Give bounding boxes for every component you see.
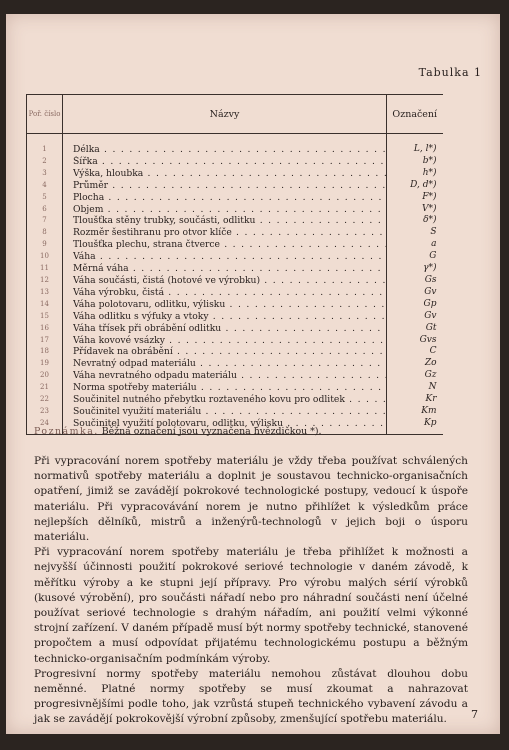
row-number: 17 xyxy=(27,335,63,347)
row-name: Výška, hloubka . . . xyxy=(73,168,386,180)
table-row xyxy=(27,323,443,335)
row-name: Váha výrobku, čistá . . . xyxy=(73,287,386,299)
page-number: 7 xyxy=(471,708,478,721)
row-name-cell xyxy=(63,227,387,239)
row-symbol: Gv xyxy=(424,310,437,321)
row-symbol: Kr xyxy=(425,394,437,405)
row-name-cell xyxy=(63,168,387,180)
table-row xyxy=(27,287,443,299)
table-row xyxy=(27,239,443,251)
row-name-cell xyxy=(63,346,387,358)
table-row xyxy=(27,335,443,347)
row-name-cell xyxy=(63,204,387,216)
row-name: Šířka . . . xyxy=(73,156,386,168)
row-name-cell xyxy=(63,251,387,263)
row-number: 24 xyxy=(27,418,63,434)
row-number: 18 xyxy=(27,346,63,358)
paragraph: Progresivní normy spotřeby materiálu nemohou zůstávat dlouhou dobu neměnné. Platné normy spotřeby se musí zkoumat a nahrazovat progresivnějšími podle toho, jak vzrůstá stupeň technického vybavení závodu a jak se zavádějí pokrokovější výrobní způsoby, zmenšující spotřebu materiálu. xyxy=(34,667,468,726)
row-name-cell xyxy=(63,192,387,204)
row-name: Váha třísek při obrábění odlitku . . . xyxy=(73,323,386,335)
row-symbol: Gvs xyxy=(419,334,437,345)
row-name: Plocha . . . xyxy=(73,192,386,204)
header-symbol: Označení xyxy=(387,95,443,134)
row-name-cell xyxy=(63,215,387,227)
table-row xyxy=(27,394,443,406)
table-row xyxy=(27,406,443,418)
table-row xyxy=(27,180,443,192)
row-number: 22 xyxy=(27,394,63,406)
row-name: Součinitel využití materiálu . . . xyxy=(73,406,386,418)
row-name-cell xyxy=(63,275,387,287)
row-name-cell xyxy=(63,156,387,168)
row-symbol: F*) xyxy=(422,191,437,202)
row-number: 23 xyxy=(27,406,63,418)
book-page xyxy=(6,14,500,734)
row-name: Objem . . . xyxy=(73,204,386,216)
row-name-cell xyxy=(63,180,387,192)
table-row xyxy=(27,370,443,382)
table-row xyxy=(27,346,443,358)
row-name: Součinitel využití polotovaru, odlitku, výlisku . . . xyxy=(73,418,386,430)
table-row xyxy=(27,156,443,168)
row-symbol: b*) xyxy=(422,155,437,166)
row-name: Tloušťka plechu, strana čtverce . . . xyxy=(73,239,386,251)
row-number: 4 xyxy=(27,180,63,192)
table-row xyxy=(27,311,443,323)
row-number: 3 xyxy=(27,168,63,180)
row-symbol: L, l*) xyxy=(413,144,437,154)
row-number: 11 xyxy=(27,263,63,275)
table-header-row xyxy=(27,95,443,134)
row-number: 20 xyxy=(27,370,63,382)
note-label: Poznámka. xyxy=(34,426,99,437)
row-symbol: D, d*) xyxy=(410,179,437,190)
table-row xyxy=(27,204,443,216)
row-name: Váha . . . xyxy=(73,251,386,263)
row-symbol: Gt xyxy=(425,322,437,333)
table-row xyxy=(27,134,443,156)
row-number: 8 xyxy=(27,227,63,239)
row-name-cell xyxy=(63,394,387,406)
table-caption: Tabulka 1 xyxy=(418,66,482,79)
row-name: Rozměr šestihranu pro otvor klíče . . . xyxy=(73,227,386,239)
row-name-cell xyxy=(63,287,387,299)
table-body xyxy=(27,134,443,435)
header-number: Poř. číslo xyxy=(27,95,63,134)
row-number: 14 xyxy=(27,299,63,311)
row-name: Váha součásti, čistá (hotové ve výrobku) . . . xyxy=(73,275,386,287)
row-name: Součinitel nutného přebytku roztaveného kovu pro odlitek . . . xyxy=(73,394,386,406)
row-name: Norma spotřeby materiálu . . . xyxy=(73,382,386,394)
row-name-cell xyxy=(63,335,387,347)
row-name: Délka . . . xyxy=(73,144,386,156)
table-row xyxy=(27,382,443,394)
table-row xyxy=(27,263,443,275)
table-row xyxy=(27,275,443,287)
row-symbol: Gv xyxy=(424,286,437,297)
row-number: 7 xyxy=(27,215,63,227)
row-name: Váha odlitku s výfuky a vtoky . . . xyxy=(73,311,386,323)
table-row xyxy=(27,299,443,311)
paragraph: Při vypracování norem spotřeby materiálu je třeba přihlížet k možnosti a nejvyšší účinnosti použití pokrokové seriové technologie v daném závodě, k měřítku výroby a ke stupni její přípravy. Pro výrobu malých sérií výrobků (kusové výrobění), pro součásti nářadí nebo pro náhradní součásti není účelné používat seriové technologie s drahým nářadím, ani použití velmi výkonné strojní zařízení. V daném případě musí být normy spotřeby technické, stanovené propočtem a musí odpovídat přijatému technologickému postupu a běžným technicko-organisačním podmínkám výroby. xyxy=(34,546,468,665)
row-symbol: δ*) xyxy=(423,215,437,226)
table-row xyxy=(27,227,443,239)
row-name-cell xyxy=(63,382,387,394)
row-number: 21 xyxy=(27,382,63,394)
row-number: 10 xyxy=(27,251,63,263)
row-name-cell xyxy=(63,311,387,323)
row-number: 19 xyxy=(27,358,63,370)
row-name: Přídavek na obrábění . . . xyxy=(73,346,386,358)
row-name-cell xyxy=(63,370,387,382)
table-row xyxy=(27,192,443,204)
row-symbol: Gz xyxy=(424,370,437,381)
row-number: 1 xyxy=(27,134,63,156)
row-number: 2 xyxy=(27,156,63,168)
symbols-table xyxy=(26,94,443,435)
row-name-cell xyxy=(63,299,387,311)
row-name: Průměr . . . xyxy=(73,180,386,192)
row-name-cell xyxy=(63,239,387,251)
paragraph: Při vypracování norem spotřeby materiálu je vždy třeba používat schválených normativů spotřeby materiálu a doplnit je soustavou technicko-organisačních opatření, jimiž se zavádějí pokrokové technologické postupy, vedoucí k úspoře materiálu. Při vypracovávání norem je nutno přihlížet k výsledkům práce nejlepších dělníků, mistrů a inženýrů-technologů v jejich boji o úsporu materiálu. xyxy=(34,455,468,544)
row-symbol: N xyxy=(428,382,437,393)
row-symbol: V*) xyxy=(421,203,437,214)
table-note xyxy=(34,426,474,437)
row-number: 5 xyxy=(27,192,63,204)
row-name-cell xyxy=(63,263,387,275)
row-name-cell xyxy=(63,406,387,418)
row-symbol: S xyxy=(430,227,437,238)
row-number: 12 xyxy=(27,275,63,287)
note-text: Běžná označení jsou vyznačena hvězdičkou *). xyxy=(101,426,322,437)
row-symbol: C xyxy=(429,346,437,357)
table-row xyxy=(27,215,443,227)
header-names: Názvy xyxy=(63,95,387,134)
row-symbol: Km xyxy=(421,405,437,416)
table-row xyxy=(27,251,443,263)
body-text xyxy=(34,454,468,728)
row-symbol: a xyxy=(431,239,437,250)
row-symbol: G xyxy=(429,251,437,262)
row-symbol: Zo xyxy=(424,358,437,369)
row-number: 9 xyxy=(27,239,63,251)
row-symbol: γ*) xyxy=(423,263,437,274)
row-name: Váha nevratného odpadu materiálu . . . xyxy=(73,370,386,382)
table-row xyxy=(27,358,443,370)
table-row xyxy=(27,168,443,180)
row-name-cell xyxy=(63,134,387,156)
row-symbol: Gs xyxy=(424,274,437,285)
row-name: Nevratný odpad materiálu . . . xyxy=(73,358,386,370)
row-symbol: Gp xyxy=(423,298,437,309)
row-name: Váha kovové vsázky . . . xyxy=(73,335,386,347)
row-name: Měrná váha . . . xyxy=(73,263,386,275)
row-symbol: h*) xyxy=(422,167,437,178)
row-name: Váha polotovaru, odlitku, výlisku . . . xyxy=(73,299,386,311)
row-symbol: Kp xyxy=(387,418,443,434)
row-number: 6 xyxy=(27,204,63,216)
row-number: 15 xyxy=(27,311,63,323)
row-name: Tloušťka stěny trubky, součásti, odlitku . . . xyxy=(73,215,386,227)
row-number: 13 xyxy=(27,287,63,299)
row-name-cell xyxy=(63,323,387,335)
row-number: 16 xyxy=(27,323,63,335)
row-name-cell xyxy=(63,358,387,370)
